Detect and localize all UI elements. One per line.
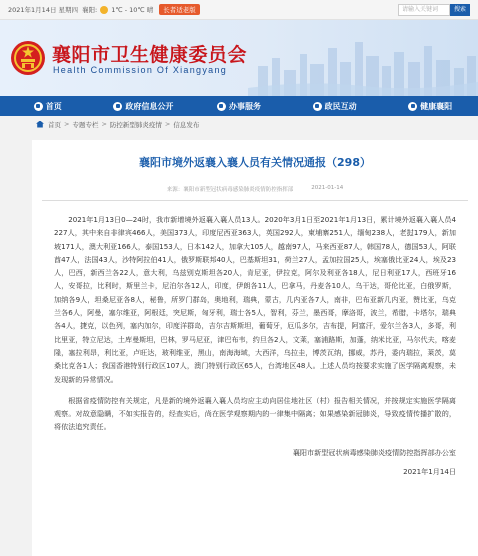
chat-icon <box>313 102 322 111</box>
search-button[interactable]: 搜索 <box>450 4 470 16</box>
current-date: 2021年1月14日 星期四 <box>8 6 79 14</box>
nav-home[interactable]: 首页 <box>0 101 96 112</box>
breadcrumb-home[interactable]: 首页 <box>48 120 61 129</box>
nav-services[interactable]: 办事服务 <box>191 101 287 112</box>
weather-temp: 1℃ - 10℃ 晴 <box>111 6 154 14</box>
nav-health[interactable]: 健康襄阳 <box>382 101 478 112</box>
article-paragraph-statistics: 2021年1月13日0—24时，我市新增境外返襄入襄人员13人。2020年3月1日至2021年1月13日，累计境外返襄入襄人员4227人，其中来自非律宾466人，美国373人，印度尼西亚363人，英国292人，柬埔寨251人，缅甸238人，老挝179人，新加坡171人，澳大利亚166人，泰国153人，日本142人，加拿大105人，越南97人，马来西亚87人，韩国78人，德国53人，阿联酋47人，法国43人，沙特阿拉伯41人，俄罗斯联邦40人，巴基斯坦31，荷兰27人，孟加拉国25人，埃塞俄比亚24人，埃及23人，巴西，新西兰各22人，意大利，乌兹别克斯坦各20人，肯尼亚，伊拉克，阿尔及利亚各18人，尼日利亚17人，西班牙16人，安哥拉，比利时，斯里兰卡，尼泊尔各12人，印度，伊朗各11人，巴拿马，丹麦各10人，乌干达，哥伦比亚，白俄罗斯，加纳各9人，坦桑尼亚各8人，秘鲁，所罗门群岛，奥地利，瑞典，蒙古，几内亚各7人，南非，巴布亚新几内亚，赞比亚，乌克兰各6人，阿曼，塞尔维亚，阿根廷，突尼斯，匈牙利，瑞士各5人，智利，芬兰，墨西哥，摩洛哥，波兰，希腊，卡塔尔，瑞典各4人，捷克，以色列，塞内加尔，印度洋群岛，吉尔吉斯斯坦，葡萄牙，厄瓜多尔，吉布提，阿富汗，爱尔兰各3人，多哥，利比里亚，特立尼达，土库曼斯坦，巴林，罗马尼亚，津巴布韦，约旦各2人，文莱，塞浦路斯，加蓬，纳米比亚，马尔代夫，喀麦隆，塞拉利昂，利比亚，卢旺达，玻利维亚，黑山，南海海域，大西洋，乌拉圭，博茨瓦纳，挪威，苏丹，委内瑞拉，莱茨，莫桑比克各1人；我国香港特别行政区107人，澳门特别行政区65人，台湾地区48人。上述人员均按要求实施了医学隔离观察，未发现新的异常情况。 <box>54 215 456 384</box>
article-source: 来源：襄阳市新型冠状病毒感染肺炎疫情防控指挥部 <box>166 187 294 193</box>
signature-organization: 襄阳市新型冠状病毒感染肺炎疫情防控指挥部办公室 <box>292 447 456 457</box>
breadcrumb-separator: > <box>101 120 107 128</box>
breadcrumb-separator: > <box>64 120 70 128</box>
breadcrumb-topics[interactable]: 专题专栏 <box>72 120 99 129</box>
article-date: 2021-01-14 <box>311 185 344 191</box>
elderly-mode-button[interactable]: 长者适老版 <box>159 4 200 15</box>
article-paragraph-notice: 根据省疫情防控有关规定，凡是新的境外返襄入襄人员均应主动向居住地社区（村）报告相关情况，并按规定实施医学隔离观察。对故意隐瞒，不如实报告的，经查实后，尚在医学观察期内的一律集中隔离；如果感染新冠肺炎，导致疫情传播扩散的，将依法追究责任。 <box>54 395 456 432</box>
breadcrumb-separator: > <box>164 120 171 128</box>
sun-icon <box>100 6 108 14</box>
top-utility-bar <box>0 0 478 20</box>
weather-info <box>82 5 153 14</box>
breadcrumb-epidemic[interactable]: 防控新型肺炎疫情 <box>109 120 162 129</box>
search-input[interactable]: 请输入关键词 <box>398 4 450 16</box>
nav-interaction[interactable]: 政民互动 <box>287 101 383 112</box>
article-card <box>32 140 478 556</box>
document-icon <box>113 102 122 111</box>
main-navigation <box>0 96 478 116</box>
breadcrumb-home-icon <box>36 121 44 128</box>
city-skyline-illustration <box>248 36 478 96</box>
site-header <box>0 20 478 96</box>
site-search <box>398 4 470 16</box>
site-title-english: Health Commission Of Xiangyang <box>53 65 228 75</box>
breadcrumb-news[interactable]: 信息发布 <box>173 120 200 129</box>
home-icon <box>34 102 43 111</box>
weather-city: 襄阳: <box>82 6 98 14</box>
heart-icon <box>408 102 417 111</box>
breadcrumb <box>0 116 478 132</box>
article-meta <box>32 185 478 193</box>
site-title[interactable]: 襄阳市卫生健康委员会 <box>52 44 248 66</box>
national-emblem-icon[interactable] <box>10 40 46 76</box>
nav-gov-info[interactable]: 政府信息公开 <box>96 101 192 112</box>
article-title: 襄阳市境外返襄入襄人员有关情况通报（298） <box>139 156 371 169</box>
signature-date: 2021年1月14日 <box>403 466 456 476</box>
article-body <box>32 201 478 434</box>
service-icon <box>217 102 226 111</box>
